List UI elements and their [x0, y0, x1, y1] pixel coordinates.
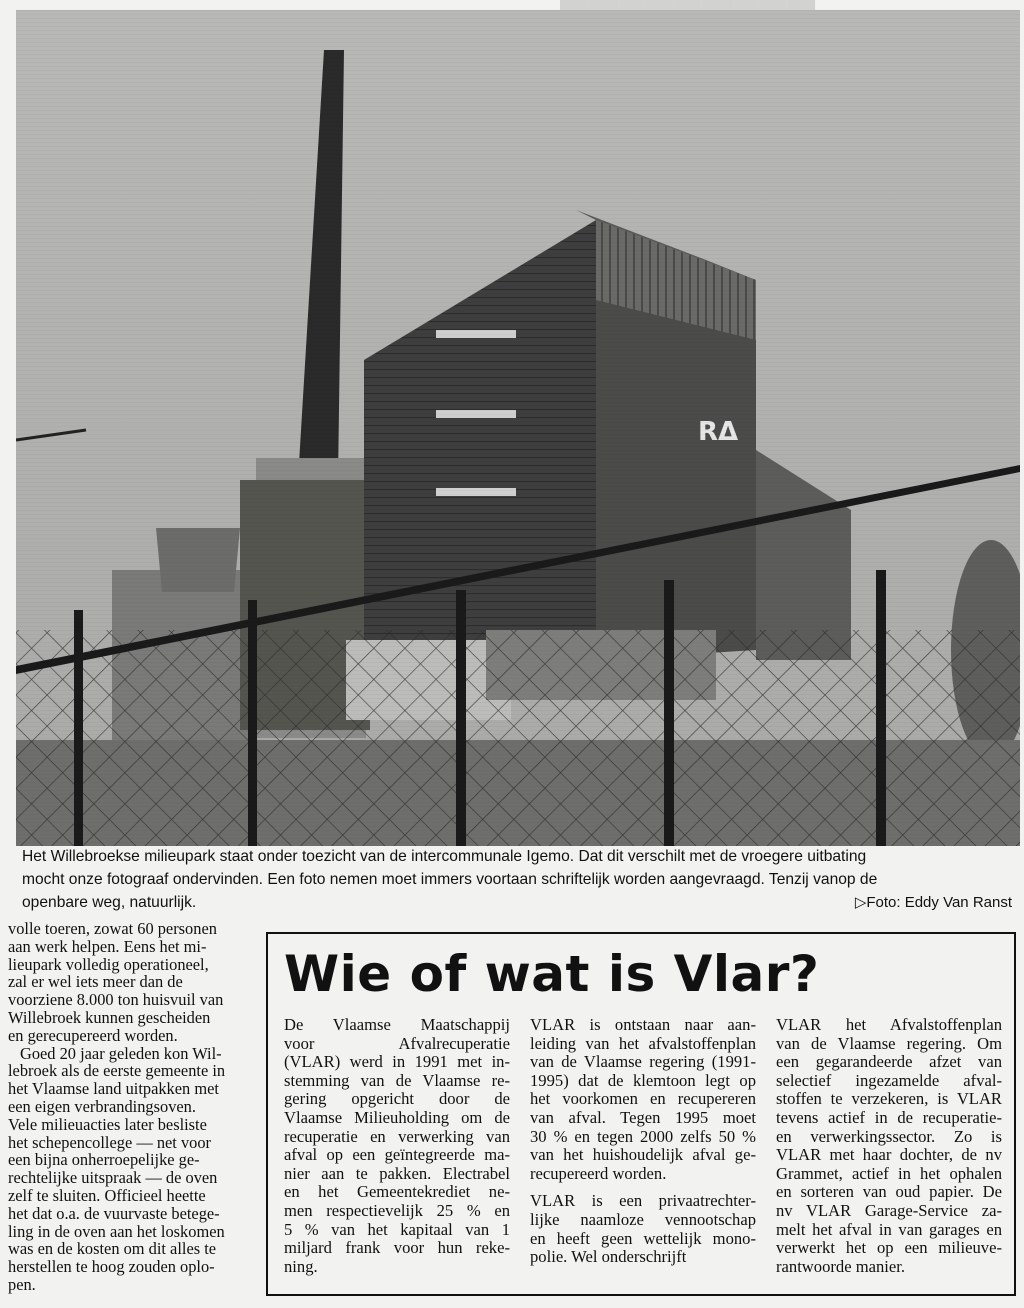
sidebar-line: De Vlaamse Maatschappij — [284, 1016, 510, 1034]
article-line: lebroek als de eerste gemeente in — [8, 1061, 226, 1081]
sidebar-line: men respectievelijk 25 % en — [284, 1201, 510, 1220]
article-line: een bijna onherroepelijke ge- — [8, 1150, 200, 1170]
sidebar-line: voor Afvalrecuperatie — [284, 1034, 510, 1053]
sidebar-line: 1995) dat de klemtoon legt op — [530, 1071, 756, 1090]
news-photo — [16, 10, 1020, 846]
sidebar-line: (VLAR) werd in 1991 met in- — [284, 1053, 510, 1072]
sidebar-line: lijke naamloze vennootschap — [530, 1210, 756, 1229]
photo-caption-line-1: Het Willebroekse milieupark staat onder toezicht van de intercommunale Igemo. Dat dit verschilt met de vroegere uitbating — [22, 848, 867, 865]
article-line: het schepencollege — net voor — [8, 1132, 211, 1152]
article-line: herstellen te hoog zouden oplo- — [8, 1257, 215, 1277]
sidebar-line: van de Vlaamse regering. Om — [776, 1034, 1002, 1053]
sidebar-line: recuperatie en verwerking van — [284, 1127, 510, 1146]
sidebar-headline: Wie of wat is Vlar? — [284, 945, 820, 1003]
sidebar-line: gering opgericht door de — [284, 1090, 510, 1109]
article-line: rechtelijke uitspraak — de oven — [8, 1168, 218, 1188]
photo-caption-line-2: mocht onze fotograaf ondervinden. Een foto nemen moet immers voortaan schriftelijk worden aangevraagd. Tenzij vanop de — [22, 871, 878, 888]
sidebar-line: 5 % van het kapitaal van 1 — [284, 1220, 510, 1239]
article-line: pen. — [8, 1274, 36, 1294]
article-line: lieupark volledig operationeel, — [8, 954, 209, 974]
sidebar-line: het voorkomen en recupereren — [530, 1090, 756, 1109]
sidebar-column-1 — [284, 1016, 510, 1276]
article-line: zelf te sluiten. Officieel heette — [8, 1185, 206, 1205]
photo-illustration — [16, 10, 1020, 846]
sidebar-column-3 — [776, 1016, 1002, 1276]
article-line: voorziene 8.000 ton huisvuil van — [8, 990, 224, 1010]
sidebar-line: tevens actief in de recuperatie- — [776, 1108, 1002, 1127]
sidebar-line: verwerkt het op een milieuve- — [776, 1239, 1002, 1258]
article-line: Willebroek kunnen gescheiden — [8, 1007, 211, 1027]
sidebar-line: Grammet, actief in het ophalen — [776, 1164, 1002, 1183]
article-line: aan werk helpen. Eens het mi- — [8, 936, 207, 956]
sidebar-line: van de Vlaamse regering (1991- — [530, 1053, 756, 1072]
sidebar-line: leiding van het afvalstoffenplan — [530, 1034, 756, 1053]
article-line: zal er wel iets meer dan de — [8, 972, 183, 992]
article-line: Goed 20 jaar geleden kon Wil- — [20, 1043, 222, 1063]
sidebar-line: selectief ingezamelde afval- — [776, 1071, 1002, 1090]
sidebar-line: VLAR is ontstaan naar aan- — [530, 1016, 756, 1034]
article-line: Vele milieuacties later besliste — [8, 1114, 207, 1134]
sidebar-line: en heeft geen wettelijk mono- — [530, 1229, 756, 1248]
sidebar-line: ning. — [284, 1257, 318, 1276]
sidebar-line: nier aan te pakken. Electrabel — [284, 1164, 510, 1183]
photo-credit: ▷Foto: Eddy Van Ranst — [854, 894, 1012, 911]
article-line: het Vlaamse land uitpakken met — [8, 1079, 219, 1099]
photo-caption-line-3: openbare weg, natuurlijk. — [22, 894, 197, 911]
article-line: was en de kosten om dit alles te — [8, 1239, 217, 1259]
sidebar-line: melt het afval in van garages en — [776, 1220, 1002, 1239]
sidebar-line: afval op een geïntegreerde ma- — [284, 1146, 510, 1165]
sidebar-line: Vlaamse Milieuholding om de — [284, 1108, 510, 1127]
sidebar-line: nv VLAR Garage-Service za- — [776, 1201, 1002, 1220]
sidebar-line: recupereerd worden. — [530, 1164, 667, 1183]
article-left-column — [8, 920, 256, 1294]
sidebar-line: stemming van de Vlaamse re- — [284, 1071, 510, 1090]
sidebar-line: en verwerkingssector. Zo is — [776, 1127, 1002, 1146]
sidebar-line: een gegarandeerde afzet van — [776, 1053, 1002, 1072]
sidebar-line: en het Gemeentekrediet ne- — [284, 1183, 510, 1202]
sidebar-line: polie. Wel onderschrijft — [530, 1248, 687, 1267]
sidebar-line: van het huishoudelijk afval ge- — [530, 1146, 756, 1165]
article-line: ling in de oven aan het loskomen — [8, 1221, 225, 1241]
sidebar-line: 30 % en tegen 2000 zelfs 50 % — [530, 1127, 756, 1146]
sidebar-line: VLAR is een privaatrechter- — [530, 1192, 756, 1211]
sidebar-line: miljard frank voor hun reke- — [284, 1239, 510, 1258]
article-line: een eigen verbrandingsoven. — [8, 1096, 196, 1116]
article-line: het dat o.a. de vuurvaste betege- — [8, 1203, 220, 1223]
article-line: volle toeren, zowat 60 personen — [8, 919, 217, 938]
sidebar-line: stoffen te verzekeren, is VLAR — [776, 1090, 1002, 1109]
sidebar-line: VLAR met haar dochter, de nv — [776, 1146, 1002, 1165]
sidebar-line: van afval. Tegen 1995 moet — [530, 1108, 756, 1127]
sidebar-line: VLAR het Afvalstoffenplan — [776, 1016, 1002, 1034]
sidebar-line: rantwoorde manier. — [776, 1257, 906, 1276]
sidebar-column-2 — [530, 1016, 756, 1267]
sidebar-line: en sorteren van oud papier. De — [776, 1183, 1002, 1202]
article-line: en gerecupereerd worden. — [8, 1025, 178, 1045]
